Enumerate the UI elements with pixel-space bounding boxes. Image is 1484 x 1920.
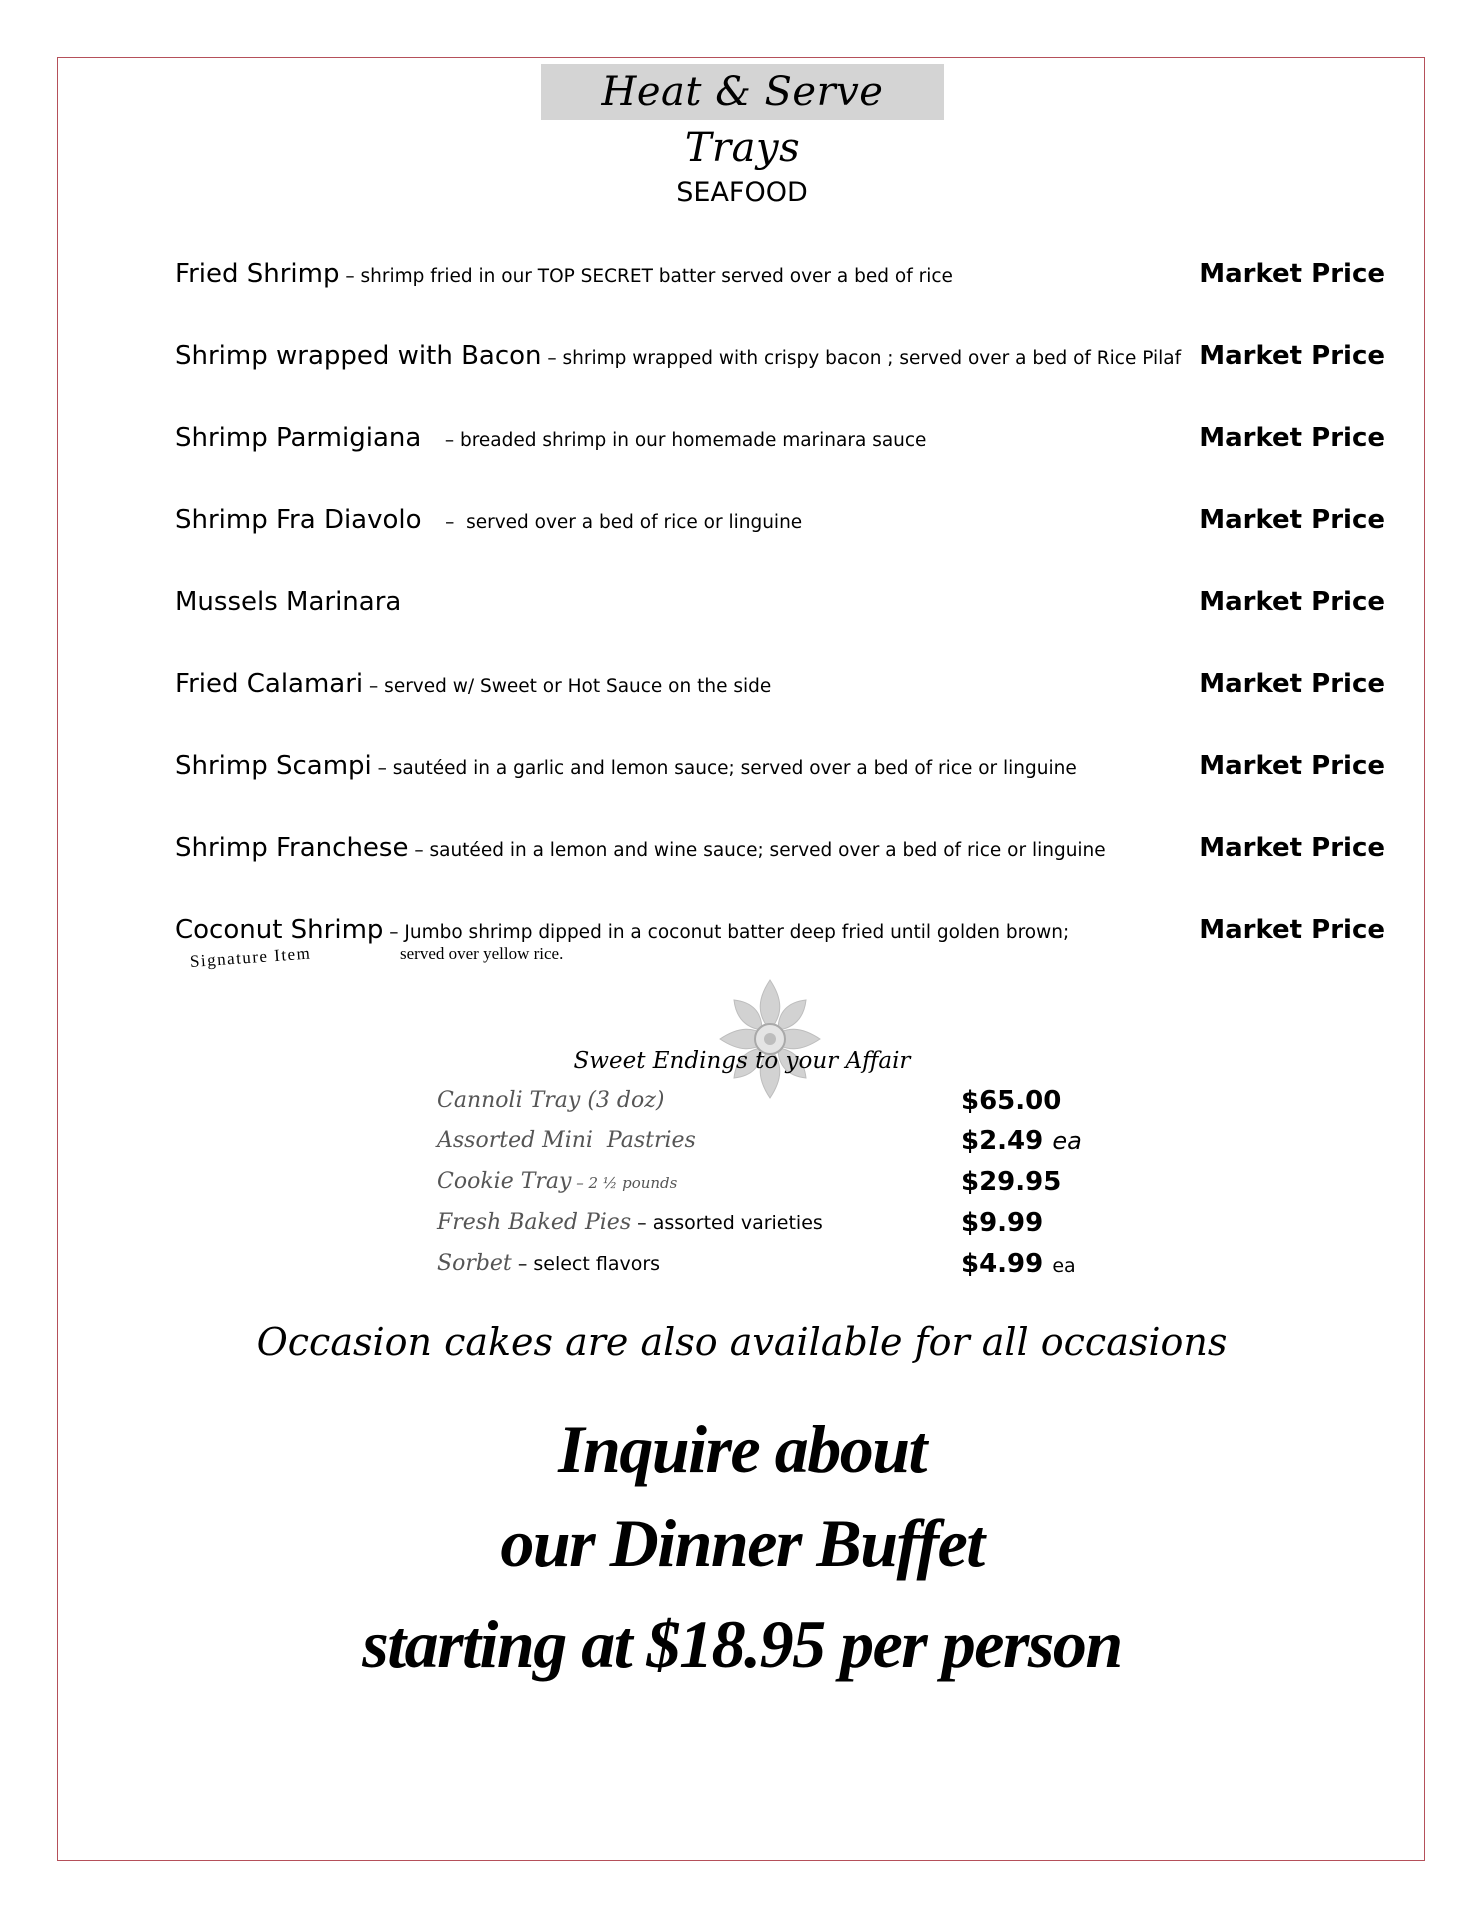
menu-item-description: – shrimp wrapped with crispy bacon ; served over a bed of Rice Pilaf <box>541 348 1182 369</box>
dessert-item <box>437 1122 1087 1160</box>
menu-item <box>175 500 1385 540</box>
dessert-name: Cookie Tray <box>437 1169 572 1194</box>
menu-item-price: Market Price <box>1199 915 1385 945</box>
menu-item-description-line2: served over yellow rice. <box>400 944 564 963</box>
dessert-price-line <box>961 1245 1076 1285</box>
dessert-note: – assorted varieties <box>631 1212 823 1234</box>
dessert-price-line <box>961 1122 1082 1160</box>
dessert-item <box>437 1245 1087 1283</box>
menu-item <box>175 254 1385 294</box>
dessert-size-note: – 2 ½ pounds <box>571 1174 678 1192</box>
dessert-price: $65.00 <box>961 1086 1062 1116</box>
menu-item-name: Shrimp Scampi <box>175 751 372 781</box>
promo-line-2: our Dinner Buffet <box>500 1505 984 1581</box>
menu-item <box>175 582 1385 622</box>
dessert-price-line <box>961 1204 1043 1242</box>
dessert-name: Cannoli Tray (3 doz) <box>437 1088 665 1113</box>
menu-item-name-line <box>175 336 1181 379</box>
page-title: Heat & Serve Trays <box>541 64 944 120</box>
dessert-name-line <box>437 1082 664 1120</box>
dessert-name: Sorbet <box>437 1251 512 1276</box>
menu-item-price: Market Price <box>1199 833 1385 863</box>
dessert-price: $4.99 <box>961 1249 1044 1279</box>
menu-item-name-line <box>175 828 1106 871</box>
promo-line-3: starting at $18.95 per person <box>362 1606 1122 1682</box>
dessert-name: Fresh Baked Pies <box>437 1210 632 1235</box>
menu-item-price: Market Price <box>1199 505 1385 535</box>
menu-item <box>175 910 1385 982</box>
dessert-note: – select flavors <box>511 1253 661 1275</box>
menu-item-description: – sautéed in a lemon and wine sauce; served over a bed of rice or linguine <box>408 840 1106 861</box>
menu-item-price: Market Price <box>1199 751 1385 781</box>
menu-item-name: Shrimp Parmigiana <box>175 423 422 453</box>
dessert-price: $2.49 <box>961 1126 1044 1156</box>
menu-item-name: Shrimp Fra Diavolo <box>175 505 422 535</box>
menu-item-price: Market Price <box>1199 341 1385 371</box>
dessert-item <box>437 1082 1087 1120</box>
menu-item-name-line <box>175 746 1077 789</box>
dessert-name-line <box>437 1163 677 1202</box>
menu-item <box>175 336 1385 376</box>
menu-item-description: – served w/ Sweet or Hot Sauce on the side <box>363 676 772 697</box>
menu-item <box>175 418 1385 458</box>
menu-item-name-line <box>175 254 953 297</box>
signature-item-badge: Signature Item <box>189 943 312 971</box>
dessert-item <box>437 1163 1087 1201</box>
dessert-name-line <box>437 1122 696 1160</box>
dessert-price-line <box>961 1163 1061 1201</box>
section-heading-seafood: SEAFOOD <box>676 177 808 208</box>
dessert-price-unit: ea <box>1052 1127 1082 1155</box>
menu-item-name: Shrimp Franchese <box>175 833 409 863</box>
menu-item <box>175 828 1385 868</box>
menu-item-price: Market Price <box>1199 259 1385 289</box>
occasion-cakes-note: Occasion cakes are also available for all occasions <box>256 1320 1228 1364</box>
dessert-price-line <box>961 1082 1061 1120</box>
menu-item-name: Coconut Shrimp <box>175 915 384 945</box>
menu-item-price: Market Price <box>1199 423 1385 453</box>
menu-item-name: Shrimp wrapped with Bacon <box>175 341 542 371</box>
dessert-price: $29.95 <box>961 1167 1062 1197</box>
dessert-price: $9.99 <box>961 1208 1044 1238</box>
menu-item <box>175 746 1385 786</box>
sweet-endings-heading: Sweet Endings to your Affair <box>573 1048 911 1074</box>
menu-item-name-line <box>175 418 926 461</box>
dessert-name-line <box>437 1245 660 1283</box>
dessert-name-line <box>437 1204 823 1242</box>
menu-item-name: Fried Shrimp <box>175 259 340 289</box>
dessert-price-unit: ea <box>1052 1255 1076 1277</box>
dessert-item <box>437 1204 1087 1242</box>
menu-item-price: Market Price <box>1199 587 1385 617</box>
menu-item-price: Market Price <box>1199 669 1385 699</box>
menu-item <box>175 664 1385 704</box>
menu-item-description: – sautéed in a garlic and lemon sauce; served over a bed of rice or linguine <box>371 758 1077 779</box>
menu-item-name: Mussels Marinara <box>175 587 402 617</box>
menu-item-description: – Jumbo shrimp dipped in a coconut batter deep fried until golden brown; <box>383 922 1070 943</box>
promo-line-1: Inquire about <box>558 1411 926 1487</box>
menu-item-description: – served over a bed of rice or linguine <box>421 512 803 533</box>
menu-item-name: Fried Calamari <box>175 669 364 699</box>
menu-item-name-line <box>175 664 771 707</box>
dessert-name: Assorted Mini Pastries <box>437 1128 696 1153</box>
menu-item-description: – shrimp fried in our TOP SECRET batter served over a bed of rice <box>339 266 953 287</box>
menu-item-name-line <box>175 500 802 543</box>
menu-item-description: – breaded shrimp in our homemade marinara sauce <box>421 430 927 451</box>
menu-item-name-line <box>175 582 401 625</box>
